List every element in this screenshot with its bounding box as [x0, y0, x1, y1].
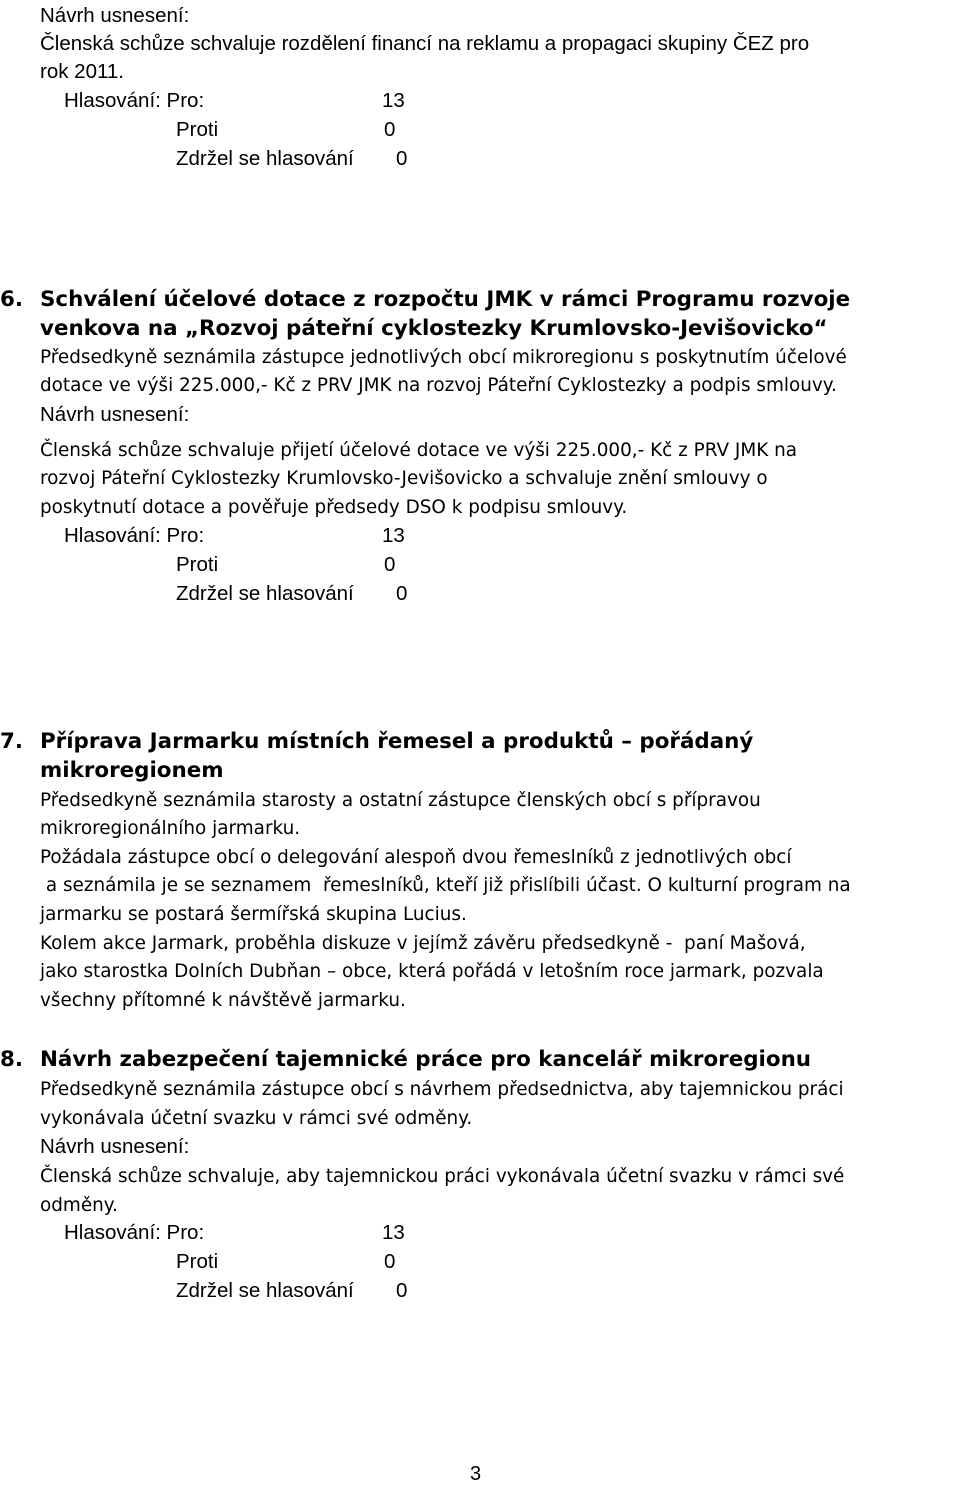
- body-line: mikroregionálního jarmarku.: [40, 818, 301, 839]
- section-heading: Schválení účelové dotace z rozpočtu JMK v rámci Programu rozvoje: [40, 287, 851, 312]
- section-heading: venkova na „Rozvoj páteřní cyklostezky Krumlovsko-Jevišovicko“: [40, 316, 828, 341]
- body-line: Předsedkyně seznámila zástupce obcí s návrhem předsednictva, aby tajemnickou práci: [40, 1079, 844, 1100]
- resolution-line: rok 2011.: [40, 60, 124, 83]
- section-heading: mikroregionem: [40, 758, 224, 783]
- vote-label: Hlasování: Pro:: [64, 524, 205, 547]
- body-line: jarmarku se postará šermířská skupina Lucius.: [40, 904, 467, 925]
- navrh-usneseni-label: Návrh usnesení:: [40, 4, 190, 27]
- section-number: 8.: [0, 1047, 24, 1072]
- vote-pro-count: 13: [382, 524, 405, 547]
- body-line: vykonávala účetní svazku v rámci své odměny.: [40, 1108, 473, 1129]
- vote-label: Hlasování: Pro:: [64, 1221, 205, 1244]
- vote-zdrzel-label: Zdržel se hlasování: [176, 147, 354, 170]
- vote-zdrzel-count: 0: [396, 147, 408, 170]
- resolution-line: rozvoj Páteřní Cyklostezky Krumlovsko-Jevišovicko a schvaluje znění smlouvy o: [40, 468, 768, 489]
- vote-proti-count: 0: [384, 118, 396, 141]
- section-heading: Příprava Jarmarku místních řemesel a produktů – pořádaný: [40, 729, 754, 754]
- vote-proti-label: Proti: [176, 118, 219, 141]
- vote-zdrzel-label: Zdržel se hlasování: [176, 582, 354, 605]
- body-line: jako starostka Dolních Dubňan – obce, která pořádá v letošním roce jarmark, pozvala: [40, 961, 824, 982]
- body-line: a seznámila je se seznamem řemeslníků, kteří již přislíbili účast. O kulturní program na: [40, 875, 851, 896]
- vote-proti-label: Proti: [176, 553, 219, 576]
- section-number: 6.: [0, 287, 24, 312]
- vote-zdrzel-count: 0: [396, 1279, 408, 1302]
- vote-label: Hlasování: Pro:: [64, 89, 205, 112]
- resolution-line: Členská schůze schvaluje přijetí účelové dotace ve výši 225.000,- Kč z PRV JMK na: [40, 440, 798, 461]
- body-line: Kolem akce Jarmark, proběhla diskuze v jejímž závěru předsedkyně - paní Mašová,: [40, 933, 806, 954]
- navrh-usneseni-label: Návrh usnesení:: [40, 1135, 190, 1158]
- vote-proti-count: 0: [384, 1250, 396, 1273]
- vote-zdrzel-label: Zdržel se hlasování: [176, 1279, 354, 1302]
- vote-zdrzel-count: 0: [396, 582, 408, 605]
- body-line: všechny přítomné k návštěvě jarmarku.: [40, 990, 406, 1011]
- page-number: 3: [470, 1463, 482, 1485]
- vote-proti-label: Proti: [176, 1250, 219, 1273]
- body-line: Předsedkyně seznámila zástupce jednotlivých obcí mikroregionu s poskytnutím účelové: [40, 347, 847, 368]
- body-line: Předsedkyně seznámila starosty a ostatní zástupce členských obcí s přípravou: [40, 790, 761, 811]
- section-number: 7.: [0, 729, 24, 754]
- vote-pro-count: 13: [382, 1221, 405, 1244]
- resolution-line: Členská schůze schvaluje, aby tajemnickou práci vykonávala účetní svazku v rámci své: [40, 1166, 845, 1187]
- resolution-line: poskytnutí dotace a pověřuje předsedy DSO k podpisu smlouvy.: [40, 497, 628, 518]
- section-heading: Návrh zabezpečení tajemnické práce pro kancelář mikroregionu: [40, 1047, 812, 1072]
- vote-pro-count: 13: [382, 89, 405, 112]
- body-line: Požádala zástupce obcí o delegování alespoň dvou řemeslníků z jednotlivých obcí: [40, 847, 792, 868]
- resolution-line: odměny.: [40, 1195, 118, 1216]
- navrh-usneseni-label: Návrh usnesení:: [40, 403, 190, 426]
- body-line: dotace ve výši 225.000,- Kč z PRV JMK na rozvoj Páteřní Cyklostezky a podpis smlouvy.: [40, 375, 837, 396]
- vote-proti-count: 0: [384, 553, 396, 576]
- resolution-line: Členská schůze schvaluje rozdělení financí na reklamu a propagaci skupiny ČEZ pro: [40, 32, 810, 55]
